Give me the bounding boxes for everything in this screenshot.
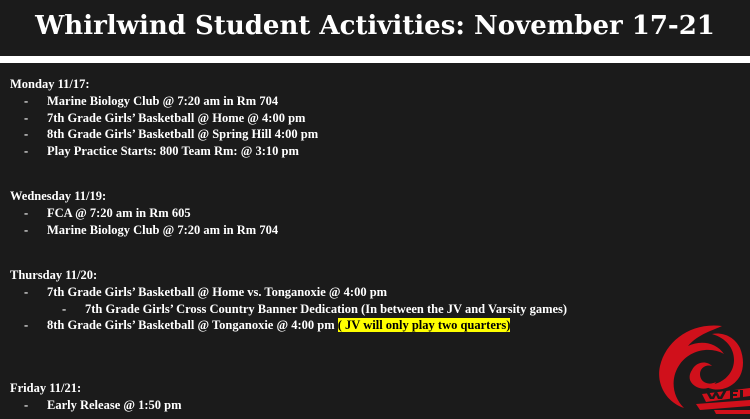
list-item [10,205,740,222]
list-item [10,93,740,110]
bullet-dash: - [24,94,29,108]
item-text: 8th Grade Girls’ Basketball @ Tonganoxie @ 4:00 pm [47,318,335,332]
day-heading-wednesday: Wednesday 11/19: [10,189,107,203]
item-text: Play Practice Starts: 800 Team Rm: @ 3:10 pm [47,143,299,158]
bullet-dash: - [24,206,29,220]
item-text: 7th Grade Girls’ Cross Country Banner Dedication (In between the JV and Varsity games) [85,301,568,316]
list-item [10,284,740,301]
item-text: 8th Grade Girls’ Basketball @ Spring Hill 4:00 pm [47,127,319,141]
bullet-dash: - [24,110,29,125]
item-text: Marine Biology Club @ 7:20 am in Rm 704 [47,222,279,237]
day-heading-thursday: Thursday 11/20: [10,268,98,282]
list-item [10,317,740,334]
bullet-dash: - [62,301,67,316]
item-text: 7th Grade Girls’ Basketball @ Home vs. Tonganoxie @ 4:00 pm [47,285,388,299]
item-text: Early Release @ 1:50 pm [47,397,182,412]
header-bar [0,0,750,52]
day-heading-friday: Friday 11/21: [10,380,82,395]
list-item [10,110,740,127]
page-title: Whirlwind Student Activities: November 17-21 [35,11,715,41]
list-item [10,143,740,160]
list-subitem [10,301,740,318]
bullet-dash: - [24,285,29,299]
list-item [10,397,740,414]
bullet-dash: - [24,318,29,332]
bullet-dash: - [24,222,29,237]
day-heading-monday: Monday 11/17: [10,77,90,91]
highlight-note: ( JV will only play two quarters) [337,318,511,332]
whirlwind-logo-icon [652,318,750,414]
bullet-dash: - [24,127,29,141]
item-text: Marine Biology Club @ 7:20 am in Rm 704 [47,94,279,108]
bullet-dash: - [24,143,29,158]
item-text: FCA @ 7:20 am in Rm 605 [47,206,191,220]
activities-list [10,76,740,413]
item-text: 7th Grade Girls’ Basketball @ Home @ 4:00 pm [47,110,306,125]
bullet-dash: - [24,397,29,412]
header-divider [0,56,750,63]
list-item [10,126,740,143]
list-item [10,222,740,239]
